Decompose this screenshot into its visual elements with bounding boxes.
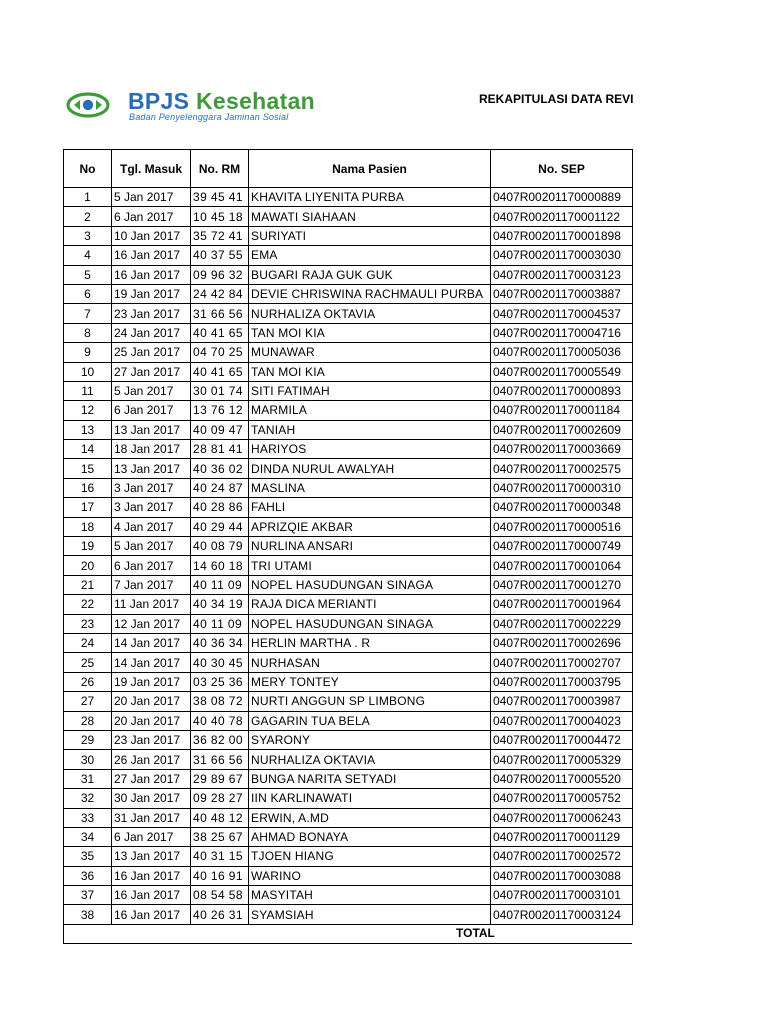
- cell-nama: KHAVITA LIYENITA PURBA: [249, 188, 491, 207]
- total-row: [63, 925, 632, 944]
- table-row: [64, 750, 633, 769]
- cell-no: 13: [64, 420, 112, 439]
- table-row: [64, 304, 633, 323]
- cell-sep: 0407R00201170004716: [491, 323, 633, 342]
- cell-tgl: 5 Jan 2017: [112, 381, 191, 400]
- cell-tgl: 27 Jan 2017: [112, 769, 191, 788]
- cell-sep: 0407R00201170004472: [491, 730, 633, 749]
- cell-nama: GAGARIN TUA BELA: [249, 711, 491, 730]
- cell-nama: SURIYATI: [249, 226, 491, 245]
- table-row: [64, 905, 633, 924]
- cell-no: 5: [64, 265, 112, 284]
- cell-nama: SYAMSIAH: [249, 905, 491, 924]
- bpjs-logo: [66, 88, 346, 124]
- cell-no: 16: [64, 478, 112, 497]
- cell-sep: 0407R00201170002229: [491, 614, 633, 633]
- table-row: [64, 265, 633, 284]
- cell-sep: 0407R00201170001129: [491, 827, 633, 846]
- cell-rm: 40 41 65: [191, 362, 249, 381]
- cell-sep: 0407R00201170003669: [491, 440, 633, 459]
- cell-nama: MARMILA: [249, 401, 491, 420]
- cell-tgl: 7 Jan 2017: [112, 575, 191, 594]
- cell-tgl: 14 Jan 2017: [112, 653, 191, 672]
- table-row: [64, 226, 633, 245]
- cell-sep: 0407R00201170003101: [491, 886, 633, 905]
- cell-tgl: 13 Jan 2017: [112, 420, 191, 439]
- bpjs-emblem-icon: [66, 92, 110, 118]
- header-tgl-masuk: Tgl. Masuk: [112, 150, 191, 188]
- cell-sep: 0407R00201170003795: [491, 672, 633, 691]
- cell-sep: 0407R00201170003030: [491, 246, 633, 265]
- table-row: [64, 808, 633, 827]
- cell-rm: 40 36 34: [191, 633, 249, 652]
- cell-rm: 40 09 47: [191, 420, 249, 439]
- cell-tgl: 20 Jan 2017: [112, 711, 191, 730]
- cell-nama: ERWIN, A.MD: [249, 808, 491, 827]
- cell-nama: SYARONY: [249, 730, 491, 749]
- cell-no: 22: [64, 595, 112, 614]
- cell-tgl: 16 Jan 2017: [112, 246, 191, 265]
- table-row: [64, 886, 633, 905]
- cell-rm: 09 96 32: [191, 265, 249, 284]
- table-row: [64, 789, 633, 808]
- header-no-sep: No. SEP: [491, 150, 633, 188]
- cell-rm: 14 60 18: [191, 556, 249, 575]
- cell-tgl: 5 Jan 2017: [112, 537, 191, 556]
- cell-rm: 35 72 41: [191, 226, 249, 245]
- cell-nama: APRIZQIE AKBAR: [249, 517, 491, 536]
- cell-sep: 0407R00201170003123: [491, 265, 633, 284]
- header-no-rm: No. RM: [191, 150, 249, 188]
- cell-tgl: 6 Jan 2017: [112, 401, 191, 420]
- cell-no: 2: [64, 207, 112, 226]
- cell-rm: 40 37 55: [191, 246, 249, 265]
- cell-sep: 0407R00201170002572: [491, 847, 633, 866]
- cell-no: 4: [64, 246, 112, 265]
- cell-nama: BUNGA NARITA SETYADI: [249, 769, 491, 788]
- cell-sep: 0407R00201170005329: [491, 750, 633, 769]
- cell-no: 7: [64, 304, 112, 323]
- cell-sep: 0407R00201170000516: [491, 517, 633, 536]
- cell-rm: 31 66 56: [191, 750, 249, 769]
- cell-nama: MERY TONTEY: [249, 672, 491, 691]
- cell-no: 9: [64, 343, 112, 362]
- cell-rm: 40 34 19: [191, 595, 249, 614]
- table-row: [64, 498, 633, 517]
- cell-tgl: 5 Jan 2017: [112, 188, 191, 207]
- cell-tgl: 16 Jan 2017: [112, 886, 191, 905]
- cell-no: 24: [64, 633, 112, 652]
- cell-tgl: 4 Jan 2017: [112, 517, 191, 536]
- cell-nama: AHMAD BONAYA: [249, 827, 491, 846]
- table-row: [64, 827, 633, 846]
- cell-sep: 0407R00201170002707: [491, 653, 633, 672]
- cell-tgl: 18 Jan 2017: [112, 440, 191, 459]
- cell-tgl: 6 Jan 2017: [112, 556, 191, 575]
- cell-tgl: 14 Jan 2017: [112, 633, 191, 652]
- table-row: [64, 517, 633, 536]
- recap-sheet: [63, 149, 632, 940]
- total-label: TOTAL: [456, 926, 495, 940]
- cell-sep: 0407R00201170005036: [491, 343, 633, 362]
- brand-subtitle: Badan Penyelenggara Jaminan Sosial: [129, 112, 289, 122]
- cell-tgl: 20 Jan 2017: [112, 692, 191, 711]
- cell-no: 20: [64, 556, 112, 575]
- cell-rm: 40 48 12: [191, 808, 249, 827]
- table-row: [64, 633, 633, 652]
- cell-sep: 0407R00201170000889: [491, 188, 633, 207]
- cell-rm: 08 54 58: [191, 886, 249, 905]
- cell-rm: 30 01 74: [191, 381, 249, 400]
- cell-nama: DINDA NURUL AWALYAH: [249, 459, 491, 478]
- cell-nama: BUGARI RAJA GUK GUK: [249, 265, 491, 284]
- table-row: [64, 847, 633, 866]
- cell-sep: 0407R00201170003124: [491, 905, 633, 924]
- cell-nama: RAJA DICA MERIANTI: [249, 595, 491, 614]
- cell-tgl: 10 Jan 2017: [112, 226, 191, 245]
- cell-no: 17: [64, 498, 112, 517]
- table-row: [64, 246, 633, 265]
- cell-sep: 0407R00201170003887: [491, 284, 633, 303]
- cell-nama: TJOEN HIANG: [249, 847, 491, 866]
- table-row: [64, 653, 633, 672]
- table-row: [64, 362, 633, 381]
- cell-sep: 0407R00201170004537: [491, 304, 633, 323]
- cell-nama: MASLINA: [249, 478, 491, 497]
- table-row: [64, 343, 633, 362]
- cell-nama: NURHASAN: [249, 653, 491, 672]
- cell-rm: 28 81 41: [191, 440, 249, 459]
- cell-no: 3: [64, 226, 112, 245]
- cell-tgl: 16 Jan 2017: [112, 265, 191, 284]
- cell-rm: 40 28 86: [191, 498, 249, 517]
- cell-no: 21: [64, 575, 112, 594]
- cell-nama: SITI FATIMAH: [249, 381, 491, 400]
- cell-sep: 0407R00201170002609: [491, 420, 633, 439]
- cell-tgl: 3 Jan 2017: [112, 498, 191, 517]
- document-title: REKAPITULASI DATA REVI: [479, 92, 634, 106]
- cell-rm: 09 28 27: [191, 789, 249, 808]
- cell-rm: 40 40 78: [191, 711, 249, 730]
- cell-sep: 0407R00201170003088: [491, 866, 633, 885]
- cell-rm: 13 76 12: [191, 401, 249, 420]
- table-row: [64, 459, 633, 478]
- cell-tgl: 16 Jan 2017: [112, 905, 191, 924]
- cell-tgl: 24 Jan 2017: [112, 323, 191, 342]
- cell-rm: 04 70 25: [191, 343, 249, 362]
- table-row: [64, 614, 633, 633]
- cell-tgl: 23 Jan 2017: [112, 730, 191, 749]
- table-row: [64, 401, 633, 420]
- cell-tgl: 31 Jan 2017: [112, 808, 191, 827]
- cell-no: 15: [64, 459, 112, 478]
- cell-nama: TRI UTAMI: [249, 556, 491, 575]
- cell-no: 26: [64, 672, 112, 691]
- cell-nama: TANIAH: [249, 420, 491, 439]
- cell-nama: NURHALIZA OKTAVIA: [249, 750, 491, 769]
- cell-sep: 0407R00201170005752: [491, 789, 633, 808]
- table-row: [64, 556, 633, 575]
- table-row: [64, 440, 633, 459]
- cell-no: 27: [64, 692, 112, 711]
- cell-no: 19: [64, 537, 112, 556]
- patient-table: [63, 149, 633, 925]
- header-no: No: [64, 150, 112, 188]
- cell-tgl: 23 Jan 2017: [112, 304, 191, 323]
- cell-nama: MUNAWAR: [249, 343, 491, 362]
- cell-nama: NURTI ANGGUN SP LIMBONG: [249, 692, 491, 711]
- cell-no: 14: [64, 440, 112, 459]
- cell-rm: 40 36 02: [191, 459, 249, 478]
- cell-no: 32: [64, 789, 112, 808]
- cell-no: 34: [64, 827, 112, 846]
- cell-rm: 39 45 41: [191, 188, 249, 207]
- brand-part-bpjs: BPJS: [128, 88, 190, 114]
- cell-no: 31: [64, 769, 112, 788]
- cell-rm: 38 08 72: [191, 692, 249, 711]
- cell-no: 10: [64, 362, 112, 381]
- cell-sep: 0407R00201170001898: [491, 226, 633, 245]
- table-row: [64, 323, 633, 342]
- cell-tgl: 6 Jan 2017: [112, 827, 191, 846]
- cell-sep: 0407R00201170001270: [491, 575, 633, 594]
- cell-tgl: 26 Jan 2017: [112, 750, 191, 769]
- table-row: [64, 595, 633, 614]
- cell-no: 8: [64, 323, 112, 342]
- cell-sep: 0407R00201170002575: [491, 459, 633, 478]
- cell-nama: NURLINA ANSARI: [249, 537, 491, 556]
- cell-sep: 0407R00201170005520: [491, 769, 633, 788]
- cell-rm: 40 11 09: [191, 575, 249, 594]
- cell-sep: 0407R00201170000348: [491, 498, 633, 517]
- cell-nama: TAN MOI KIA: [249, 362, 491, 381]
- cell-tgl: 19 Jan 2017: [112, 284, 191, 303]
- table-row: [64, 711, 633, 730]
- cell-tgl: 19 Jan 2017: [112, 672, 191, 691]
- cell-tgl: 13 Jan 2017: [112, 847, 191, 866]
- cell-tgl: 6 Jan 2017: [112, 207, 191, 226]
- cell-no: 23: [64, 614, 112, 633]
- cell-no: 29: [64, 730, 112, 749]
- table-row: [64, 381, 633, 400]
- table-row: [64, 207, 633, 226]
- table-row: [64, 478, 633, 497]
- cell-tgl: 25 Jan 2017: [112, 343, 191, 362]
- cell-nama: FAHLI: [249, 498, 491, 517]
- table-row: [64, 188, 633, 207]
- cell-rm: 40 08 79: [191, 537, 249, 556]
- cell-rm: 40 29 44: [191, 517, 249, 536]
- cell-tgl: 3 Jan 2017: [112, 478, 191, 497]
- table-row: [64, 730, 633, 749]
- cell-no: 28: [64, 711, 112, 730]
- cell-nama: TAN MOI KIA: [249, 323, 491, 342]
- cell-rm: 10 45 18: [191, 207, 249, 226]
- cell-tgl: 13 Jan 2017: [112, 459, 191, 478]
- cell-no: 6: [64, 284, 112, 303]
- cell-rm: 24 42 84: [191, 284, 249, 303]
- cell-tgl: 12 Jan 2017: [112, 614, 191, 633]
- cell-sep: 0407R00201170004023: [491, 711, 633, 730]
- cell-nama: HERLIN MARTHA . R: [249, 633, 491, 652]
- cell-rm: 40 41 65: [191, 323, 249, 342]
- table-row: [64, 769, 633, 788]
- cell-no: 11: [64, 381, 112, 400]
- cell-tgl: 16 Jan 2017: [112, 866, 191, 885]
- cell-rm: 38 25 67: [191, 827, 249, 846]
- cell-nama: DEVIE CHRISWINA RACHMAULI PURBA: [249, 284, 491, 303]
- cell-sep: 0407R00201170001964: [491, 595, 633, 614]
- cell-no: 38: [64, 905, 112, 924]
- cell-nama: MAWATI SIAHAAN: [249, 207, 491, 226]
- cell-sep: 0407R00201170001064: [491, 556, 633, 575]
- cell-rm: 40 11 09: [191, 614, 249, 633]
- cell-no: 1: [64, 188, 112, 207]
- table-row: [64, 575, 633, 594]
- cell-nama: NURHALIZA OKTAVIA: [249, 304, 491, 323]
- cell-sep: 0407R00201170001184: [491, 401, 633, 420]
- cell-nama: NOPEL HASUDUNGAN SINAGA: [249, 614, 491, 633]
- cell-no: 36: [64, 866, 112, 885]
- cell-tgl: 30 Jan 2017: [112, 789, 191, 808]
- cell-nama: NOPEL HASUDUNGAN SINAGA: [249, 575, 491, 594]
- cell-nama: HARIYOS: [249, 440, 491, 459]
- cell-sep: 0407R00201170006243: [491, 808, 633, 827]
- table-row: [64, 692, 633, 711]
- cell-nama: IIN KARLINAWATI: [249, 789, 491, 808]
- cell-tgl: 11 Jan 2017: [112, 595, 191, 614]
- cell-rm: 03 25 36: [191, 672, 249, 691]
- cell-sep: 0407R00201170005549: [491, 362, 633, 381]
- table-row: [64, 420, 633, 439]
- cell-rm: 40 26 31: [191, 905, 249, 924]
- cell-rm: 29 89 67: [191, 769, 249, 788]
- brand-name: [128, 88, 315, 114]
- cell-no: 35: [64, 847, 112, 866]
- cell-rm: 40 31 15: [191, 847, 249, 866]
- cell-rm: 31 66 56: [191, 304, 249, 323]
- header-nama-pasien: Nama Pasien: [249, 150, 491, 188]
- cell-rm: 40 16 91: [191, 866, 249, 885]
- cell-sep: 0407R00201170000893: [491, 381, 633, 400]
- cell-nama: EMA: [249, 246, 491, 265]
- cell-rm: 40 30 45: [191, 653, 249, 672]
- table-row: [64, 284, 633, 303]
- cell-nama: WARINO: [249, 866, 491, 885]
- cell-no: 37: [64, 886, 112, 905]
- table-header-row: [64, 150, 633, 188]
- table-row: [64, 537, 633, 556]
- table-row: [64, 672, 633, 691]
- cell-no: 18: [64, 517, 112, 536]
- table-row: [64, 866, 633, 885]
- cell-sep: 0407R00201170000749: [491, 537, 633, 556]
- cell-sep: 0407R00201170002696: [491, 633, 633, 652]
- cell-no: 12: [64, 401, 112, 420]
- cell-tgl: 27 Jan 2017: [112, 362, 191, 381]
- brand-part-kesehatan: Kesehatan: [196, 88, 316, 114]
- cell-no: 33: [64, 808, 112, 827]
- cell-nama: MASYITAH: [249, 886, 491, 905]
- cell-sep: 0407R00201170000310: [491, 478, 633, 497]
- cell-sep: 0407R00201170003987: [491, 692, 633, 711]
- cell-no: 25: [64, 653, 112, 672]
- cell-rm: 40 24 87: [191, 478, 249, 497]
- cell-no: 30: [64, 750, 112, 769]
- cell-rm: 36 82 00: [191, 730, 249, 749]
- cell-sep: 0407R00201170001122: [491, 207, 633, 226]
